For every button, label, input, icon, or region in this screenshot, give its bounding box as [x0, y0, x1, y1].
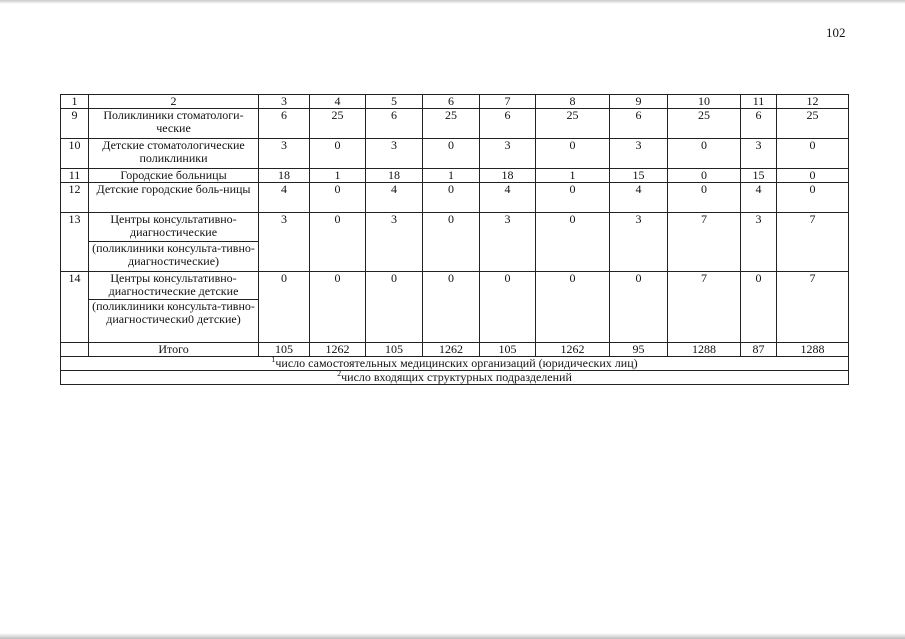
header-cell: 6: [423, 95, 480, 109]
total-cell: 95: [610, 343, 668, 357]
total-cell: 1262: [536, 343, 610, 357]
total-cell: 105: [480, 343, 536, 357]
table-cell: 3: [259, 213, 310, 272]
header-cell: 9: [610, 95, 668, 109]
row-number: 9: [61, 109, 89, 139]
table-cell: 0: [536, 213, 610, 272]
table-cell: 4: [259, 183, 310, 213]
table-row: [61, 169, 849, 183]
hospital-table: [60, 94, 849, 385]
table-cell: 6: [480, 109, 536, 139]
row-name: Городские больницы: [89, 169, 259, 183]
scan-edge-bottom: [0, 633, 905, 639]
row-number: 13: [61, 213, 89, 272]
table-cell: 3: [480, 213, 536, 272]
row-subname: (поликлиники консульта-тивно-диагностические): [89, 242, 259, 272]
footnote-mark: 2: [337, 369, 342, 378]
footnote-text: число входящих структурных подразделений: [341, 370, 572, 384]
table-cell: 0: [668, 169, 741, 183]
table-cell: 3: [259, 139, 310, 169]
table-cell: 15: [741, 169, 777, 183]
table-row: [61, 109, 849, 139]
table-cell: 0: [536, 183, 610, 213]
header-cell: 10: [668, 95, 741, 109]
row-number: 14: [61, 272, 89, 343]
table-cell: 0: [259, 272, 310, 343]
row-name: Центры консультативно-диагностические: [89, 213, 259, 242]
row-name: Детские стоматологические поликлиники: [89, 139, 259, 169]
table-cell: 4: [366, 183, 423, 213]
table-cell: 0: [668, 183, 741, 213]
table-cell: 4: [480, 183, 536, 213]
header-cell: 8: [536, 95, 610, 109]
row-number: 11: [61, 169, 89, 183]
table-cell: 7: [777, 272, 849, 343]
footnote-row: [61, 371, 849, 385]
table-cell: 18: [480, 169, 536, 183]
table-cell: 0: [536, 139, 610, 169]
table-cell: 0: [423, 213, 480, 272]
header-cell: 4: [310, 95, 366, 109]
total-cell: 1262: [423, 343, 480, 357]
table-cell: 3: [741, 213, 777, 272]
table-row: [61, 139, 849, 169]
total-cell: 1288: [668, 343, 741, 357]
table-cell: 0: [423, 272, 480, 343]
table-cell: 25: [777, 109, 849, 139]
table-cell: 7: [777, 213, 849, 272]
scan-edge-top: [0, 0, 905, 4]
table-cell: 6: [741, 109, 777, 139]
footnote-1: [61, 357, 849, 371]
table-cell: 25: [668, 109, 741, 139]
table-cell: 25: [536, 109, 610, 139]
table-cell: 1: [536, 169, 610, 183]
table-row: [61, 272, 849, 300]
total-cell: 1288: [777, 343, 849, 357]
header-cell: 11: [741, 95, 777, 109]
header-row: [61, 95, 849, 109]
row-name: Центры консультативно-диагностические детские: [89, 272, 259, 300]
header-cell: 7: [480, 95, 536, 109]
table-cell: 3: [741, 139, 777, 169]
total-number-cell: [61, 343, 89, 357]
table-row: [61, 183, 849, 213]
footnote-row: [61, 357, 849, 371]
row-subname: (поликлиники консульта-тивно-диагностически0 детские): [89, 300, 259, 343]
table-cell: 25: [310, 109, 366, 139]
footnote-mark: 1: [271, 355, 276, 364]
table-cell: 0: [610, 272, 668, 343]
row-name: Детские городские боль-ницы: [89, 183, 259, 213]
table-cell: 18: [259, 169, 310, 183]
table-cell: 7: [668, 213, 741, 272]
total-label: Итого: [89, 343, 259, 357]
table-cell: 7: [668, 272, 741, 343]
header-cell: 5: [366, 95, 423, 109]
table-cell: 3: [610, 213, 668, 272]
table-cell: 1: [310, 169, 366, 183]
table-cell: 0: [777, 139, 849, 169]
footnote-text: число самостоятельных медицинских организаций (юридических лиц): [275, 356, 638, 370]
header-cell: 1: [61, 95, 89, 109]
table-cell: 1: [423, 169, 480, 183]
table-cell: 3: [480, 139, 536, 169]
table-cell: 6: [366, 109, 423, 139]
table-cell: 3: [366, 139, 423, 169]
total-cell: 87: [741, 343, 777, 357]
table-cell: 0: [310, 183, 366, 213]
row-number: 10: [61, 139, 89, 169]
table-cell: 3: [366, 213, 423, 272]
row-number: 12: [61, 183, 89, 213]
total-row: [61, 343, 849, 357]
table-cell: 6: [610, 109, 668, 139]
header-cell: 3: [259, 95, 310, 109]
table-cell: 0: [310, 213, 366, 272]
table-cell: 0: [536, 272, 610, 343]
total-cell: 1262: [310, 343, 366, 357]
table-cell: 0: [423, 183, 480, 213]
total-cell: 105: [366, 343, 423, 357]
table-cell: 4: [741, 183, 777, 213]
table-cell: 0: [423, 139, 480, 169]
table-cell: 25: [423, 109, 480, 139]
table-cell: 0: [310, 272, 366, 343]
table-cell: 0: [366, 272, 423, 343]
table-cell: 0: [777, 183, 849, 213]
total-cell: 105: [259, 343, 310, 357]
table-cell: 6: [259, 109, 310, 139]
table-cell: 0: [480, 272, 536, 343]
table-cell: 18: [366, 169, 423, 183]
table-cell: 15: [610, 169, 668, 183]
table-cell: 0: [777, 169, 849, 183]
row-name: Поликлиники стоматологи-ческие: [89, 109, 259, 139]
header-cell: 12: [777, 95, 849, 109]
table-cell: 3: [610, 139, 668, 169]
page-number: 102: [826, 25, 846, 40]
table-row: [61, 213, 849, 242]
header-cell: 2: [89, 95, 259, 109]
table-cell: 4: [610, 183, 668, 213]
table-cell: 0: [310, 139, 366, 169]
table-cell: 0: [741, 272, 777, 343]
table-cell: 0: [668, 139, 741, 169]
footnote-2: [61, 371, 849, 385]
